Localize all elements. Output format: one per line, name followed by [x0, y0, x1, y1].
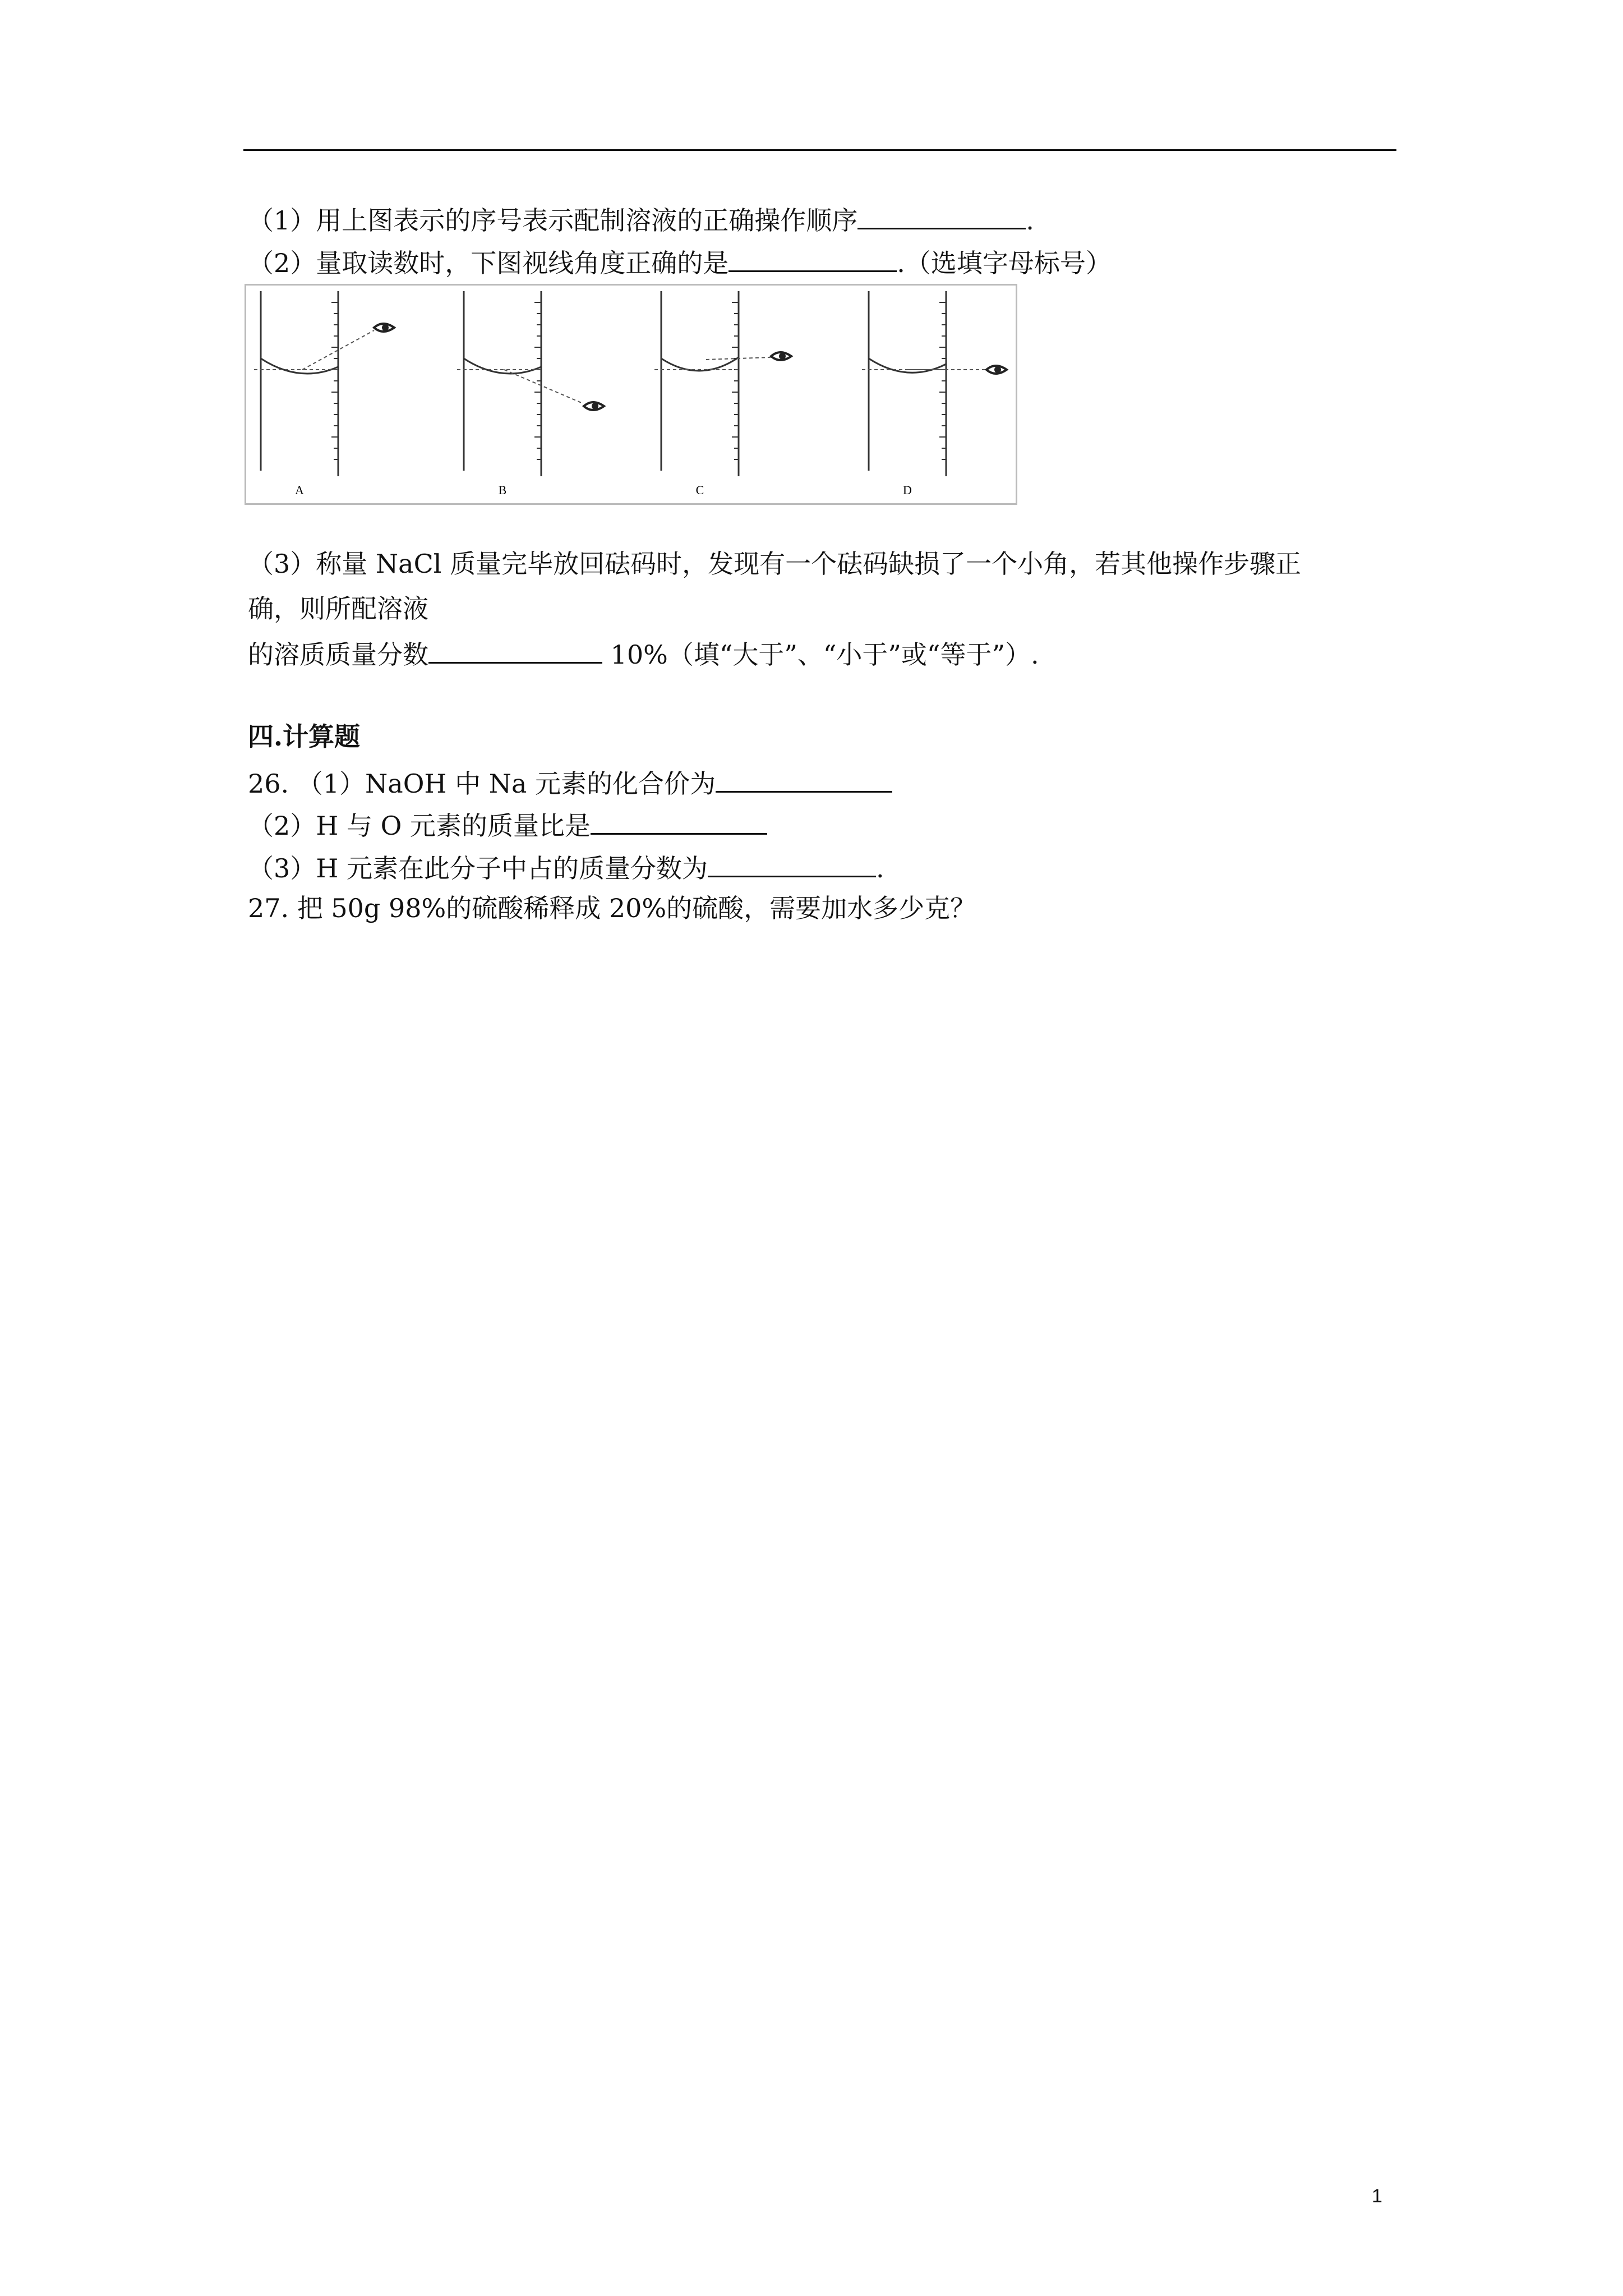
header-rule [243, 149, 1396, 151]
q25-part1-text: （1）用上图表示的序号表示配制溶液的正确操作顺序 [248, 205, 858, 236]
meniscus-d [869, 358, 946, 372]
q25-part2-suffix: .（选填字母标号） [897, 248, 1112, 278]
panel-label-b: B [498, 483, 507, 497]
graduated-cylinder-reading-figure [245, 284, 1017, 505]
q26-part1 [248, 762, 892, 803]
q26-part3 [248, 846, 884, 888]
panel-label-d: D [903, 483, 912, 497]
q25-part2-text: （2）量取读数时，下图视线角度正确的是 [248, 248, 729, 278]
q27-text: 27. 把 50g 98%的硫酸稀释成 20%的硫酸，需要加水多少克？ [248, 893, 976, 923]
q25-part3-prefix: 的溶质质量分数 [248, 639, 428, 670]
panel-d [862, 291, 1007, 497]
panel-c [654, 291, 791, 497]
sight-line-b [504, 370, 583, 403]
q25-part1-answer-blank[interactable] [857, 199, 1026, 229]
q25-part3-line3 [248, 633, 1039, 674]
meniscus-b [464, 358, 541, 374]
panel-b [457, 291, 604, 497]
panel-a [254, 291, 394, 497]
q25-part3-line1: （3）称量 NaCl 质量完毕放回砝码时，发现有一个砝码缺损了一个小角，若其他操作步骤正 [248, 549, 1302, 579]
reading-angle-diagram [246, 286, 1016, 503]
q26-part3-suffix: . [876, 853, 884, 884]
q25-part3-line2: 确，则所配溶液 [248, 593, 428, 624]
q25-part2-answer-blank[interactable] [728, 241, 897, 272]
q26-part3-answer-blank[interactable] [708, 846, 876, 877]
q25-part1-suffix: . [1026, 205, 1034, 236]
eye-icon [986, 366, 1007, 374]
meniscus-a [261, 358, 338, 374]
eye-icon [771, 352, 791, 360]
q26-part3-text: （3）H 元素在此分子中占的质量分数为 [248, 853, 708, 884]
q26-part1-text: 26. （1）NaOH 中 Na 元素的化合价为 [248, 769, 716, 799]
q26-part2 [248, 804, 767, 845]
eye-icon [584, 402, 604, 410]
section-heading-calculation: 四.计算题 [248, 721, 361, 752]
q26-part1-answer-blank[interactable] [716, 762, 892, 793]
q25-part1 [248, 199, 1034, 240]
eye-icon [374, 324, 394, 332]
q26-part2-text: （2）H 与 O 元素的质量比是 [248, 811, 591, 841]
page-number: 1 [1372, 2185, 1382, 2207]
panel-label-a: A [295, 483, 304, 497]
q26-part2-answer-blank[interactable] [591, 804, 767, 835]
q25-part3-answer-blank[interactable] [428, 633, 602, 664]
panel-label-c: C [695, 483, 704, 497]
q25-part2 [248, 241, 1112, 283]
q25-part3-suffix: 10%（填“大于”、“小于”或“等于”）. [602, 639, 1039, 670]
